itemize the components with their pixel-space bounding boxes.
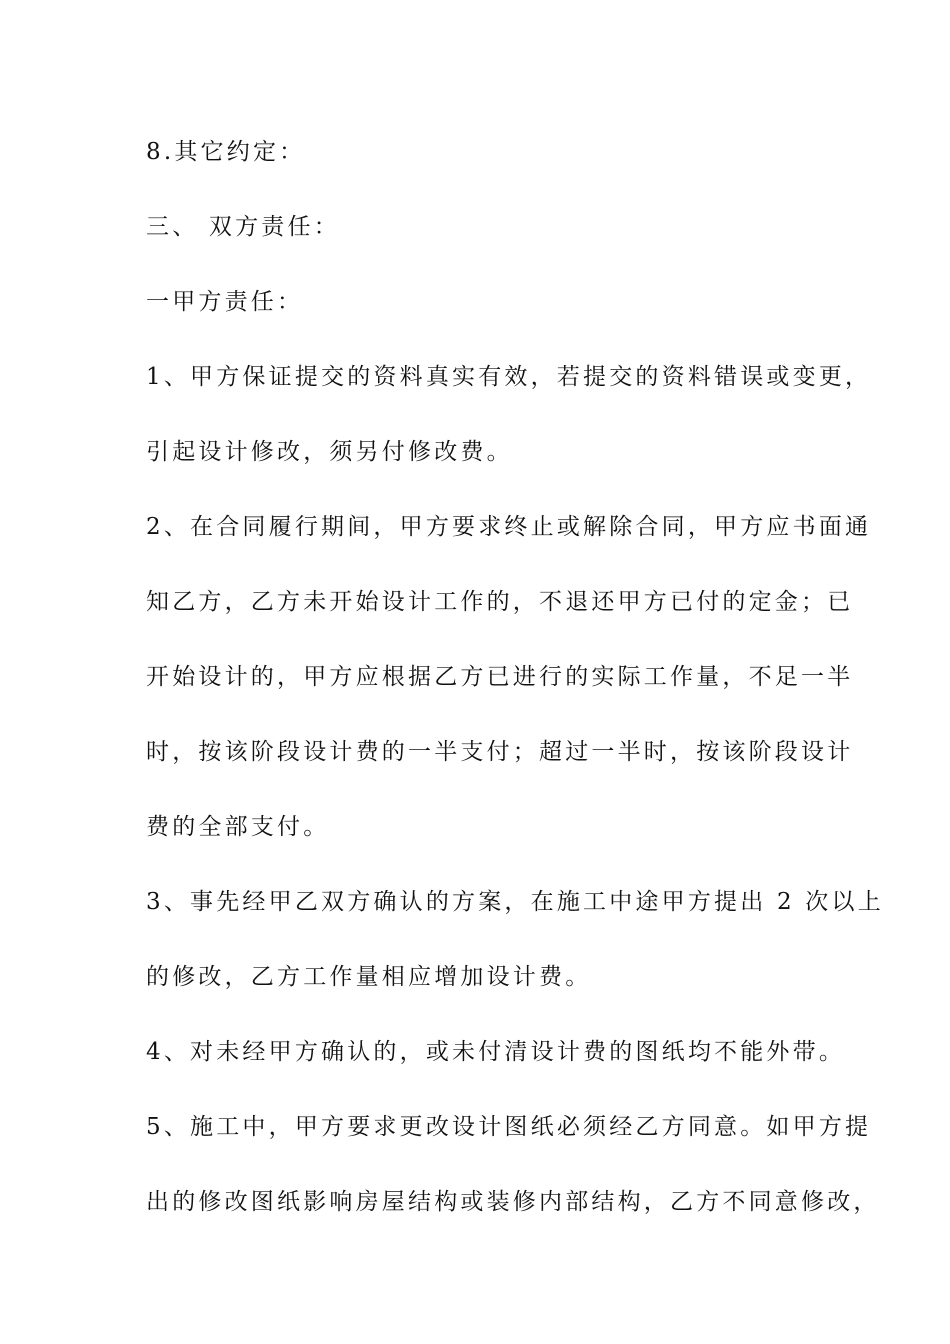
text-line-clause-2-cont-4: 费的全部支付。 bbox=[146, 814, 330, 840]
text-line-clause-4: 4、对未经甲方确认的，或未付清设计费的图纸均不能外带。 bbox=[146, 1039, 846, 1065]
text-line-section-heading: 三、 双方责任： bbox=[146, 214, 340, 240]
text-line-clause-5-cont: 出的修改图纸影响房屋结构或装修内部结构，乙方不同意修改， bbox=[146, 1189, 880, 1215]
text-line-clause-2: 2、在合同履行期间，甲方要求终止或解除合同，甲方应书面通 bbox=[146, 514, 872, 540]
text-line-clause-2-cont-2: 开始设计的，甲方应根据乙方已进行的实际工作量，不足一半 bbox=[146, 664, 854, 690]
text-line-clause-2-cont-3: 时，按该阶段设计费的一半支付；超过一半时，按该阶段设计 bbox=[146, 739, 854, 765]
text-line-clause-3: 3、事先经甲乙双方确认的方案，在施工中途甲方提出 2 次以上 bbox=[146, 889, 884, 915]
text-line-other-agreements: 8.其它约定： bbox=[146, 139, 306, 165]
text-line-clause-3-cont: 的修改，乙方工作量相应增加设计费。 bbox=[146, 964, 592, 990]
text-line-clause-1-cont: 引起设计修改，须另付修改费。 bbox=[146, 439, 513, 465]
text-line-clause-5: 5、施工中，甲方要求更改设计图纸必须经乙方同意。如甲方提 bbox=[146, 1114, 872, 1140]
text-line-party-a-heading: 一甲方责任： bbox=[146, 289, 304, 315]
text-line-clause-1: 1、甲方保证提交的资料真实有效，若提交的资料错误或变更， bbox=[146, 364, 872, 390]
text-line-clause-2-cont-1: 知乙方，乙方未开始设计工作的，不退还甲方已付的定金；已 bbox=[146, 589, 854, 615]
